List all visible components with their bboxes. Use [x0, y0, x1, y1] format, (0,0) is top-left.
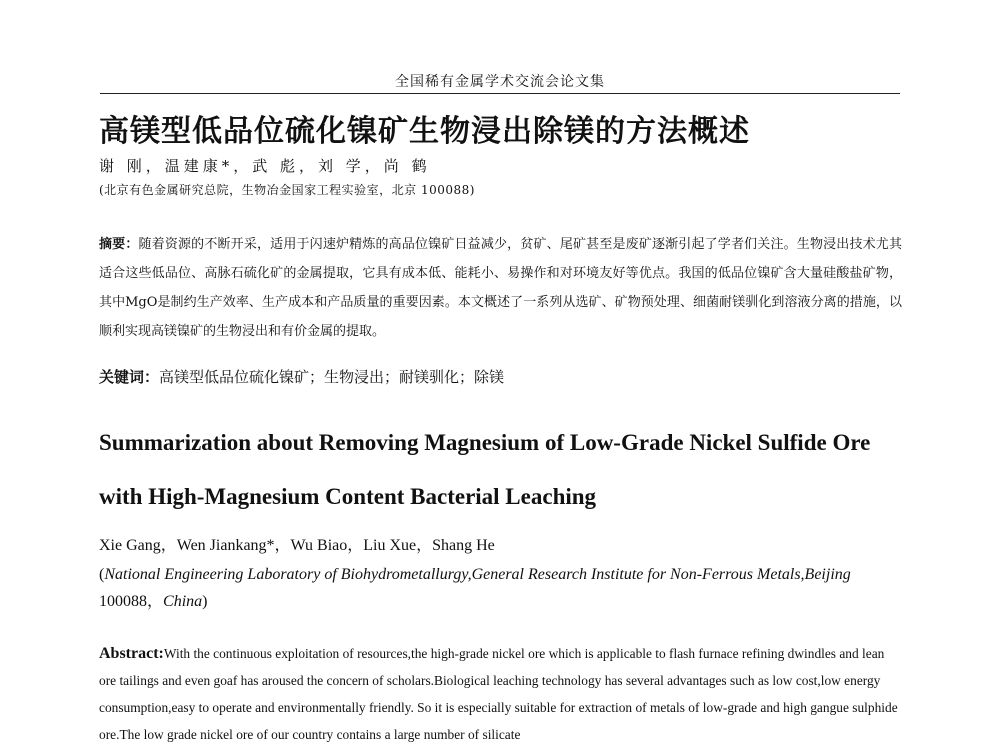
abstract-chinese-label: 摘要：	[99, 237, 139, 252]
abstract-chinese	[99, 230, 902, 346]
affiliation-close-paren: )	[202, 593, 208, 610]
keywords-label: 关键词：	[99, 368, 160, 386]
authors-english: Xie Gang，Wen Jiankang*，Wu Biao，Liu Xue，Shang He	[99, 537, 495, 554]
affiliation-chinese: (北京有色金属研究总院，生物冶金国家工程实验室，北京 100088)	[99, 183, 475, 197]
paper-title-english-line1: Summarization about Removing Magnesium of Low-Grade Nickel Sulfide Ore	[99, 430, 871, 455]
abstract-chinese-text: 随着资源的不断开采，适用于闪速炉精炼的高品位镍矿日益减少，贫矿、尾矿甚至是废矿逐渐引起了学者们关注。生物浸出技术尤其适合这些低品位、高脉石硫化矿的金属提取，它具有成本低、能耗小、易操作和对环境友好等优点。我国的低品位镍矿含大量硅酸盐矿物，其中MgO是制约生产效率、生产成本和产品质量的重要因素。本文概述了一系列从选矿、矿物预处理、细菌耐镁驯化到溶液分离的措施，以顺利实现高镁镍矿的生物浸出和有价金属的提取。	[99, 237, 902, 339]
authors-chinese: 谢 刚，温建康*，武 彪，刘 学，尚 鹤	[99, 157, 431, 175]
paper-title-english-line2: with High-Magnesium Content Bacterial Leaching	[99, 484, 597, 509]
affiliation-open-paren: (	[99, 566, 105, 583]
header-rule	[100, 93, 900, 94]
affiliation-institution: National Engineering Laboratory of Biohydrometallurgy,General Research Institute for Non-Ferrous Metals,Beijing	[104, 566, 851, 583]
paper-title-chinese: 高镁型低品位硫化镍矿生物浸出除镁的方法概述	[99, 114, 750, 149]
affiliation-postcode: 100088，	[99, 593, 164, 610]
affiliation-country: China	[163, 593, 203, 610]
affiliation-english	[99, 561, 859, 615]
abstract-english-label: Abstract:	[99, 645, 164, 662]
keywords-chinese	[99, 366, 504, 387]
keywords-text: 高镁型低品位硫化镍矿；生物浸出；耐镁驯化；除镁	[159, 368, 505, 386]
running-header: 全国稀有金属学术交流会论文集	[395, 74, 605, 90]
abstract-english-text: With the continuous exploitation of resources,the high-grade nickel ore which is applicable to flash furnace refining dwindles and lean ore tailings and even goaf has aroused the concern of scholars.Biological leaching technology has several advantages such as low cost,low energy consumption,easy to operate and environmentally friendly. So it is especially suitable for extraction of metals of low-grade and high gangue sulphide ore.The low grade nickel ore of our country contains a large number of silicate	[99, 646, 898, 742]
